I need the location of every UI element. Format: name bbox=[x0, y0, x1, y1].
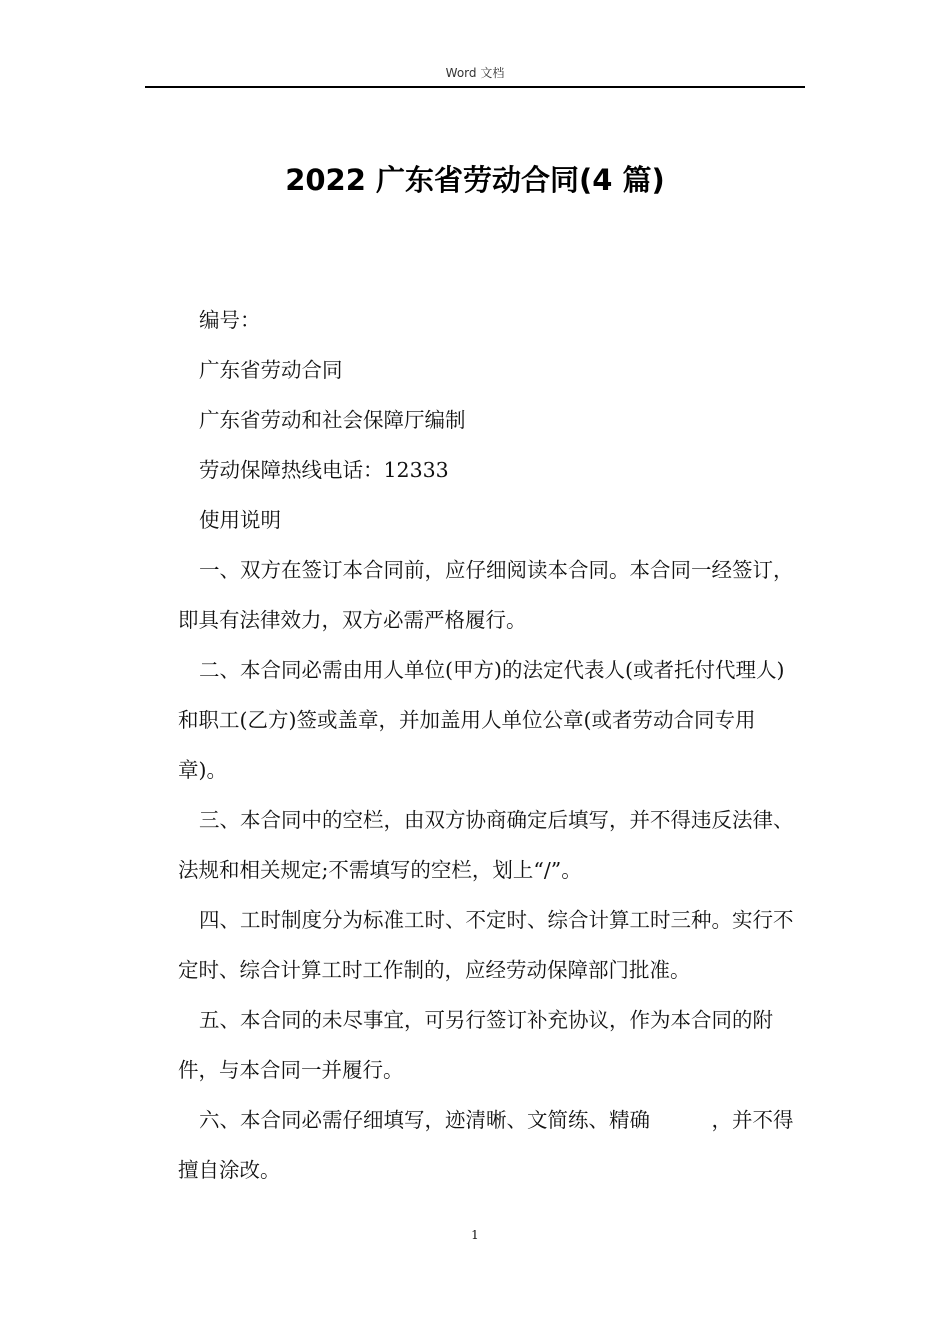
instruction-item: 二、本合同必需由用人单位(甲方)的法定代表人(或者托付代理人)和职工(乙方)签或盖章，并加盖用人单位公章(或者劳动合同专用章)。 bbox=[178, 658, 785, 782]
contract-number-label: 编号： bbox=[199, 308, 261, 332]
instructions-heading: 使用说明 bbox=[199, 508, 281, 532]
instruction-item: 五、本合同的未尽事宜，可另行签订补充协议，作为本合同的附件，与本合同一并履行。 bbox=[178, 1008, 773, 1082]
instruction-item: 四、工时制度分为标准工时、不定时、综合计算工时三种。实行不定时、综合计算工时工作制的，应经劳动保障部门批准。 bbox=[178, 908, 794, 982]
document-title: 2022 广东省劳动合同(4 篇) bbox=[285, 163, 665, 197]
instruction-item: 六、本合同必需仔细填写，迹清晰、文简练、精确 ，并不得擅自涂改。 bbox=[178, 1108, 794, 1182]
instruction-item: 一、双方在签订本合同前，应仔细阅读本合同。本合同一经签订，即具有法律效力，双方必需严格履行。 bbox=[178, 558, 794, 632]
header-rule bbox=[145, 86, 805, 88]
document-body bbox=[178, 295, 800, 1195]
page-header: Word 文档 bbox=[445, 66, 505, 80]
hotline: 劳动保障热线电话：12333 bbox=[199, 458, 449, 482]
issuing-authority: 广东省劳动和社会保障厅编制 bbox=[199, 408, 466, 432]
page-number: 1 bbox=[471, 1228, 479, 1242]
instruction-item: 三、本合同中的空栏，由双方协商确定后填写，并不得违反法律、法规和相关规定;不需填写的空栏，划上“/”。 bbox=[178, 808, 794, 882]
contract-name: 广东省劳动合同 bbox=[199, 358, 343, 382]
